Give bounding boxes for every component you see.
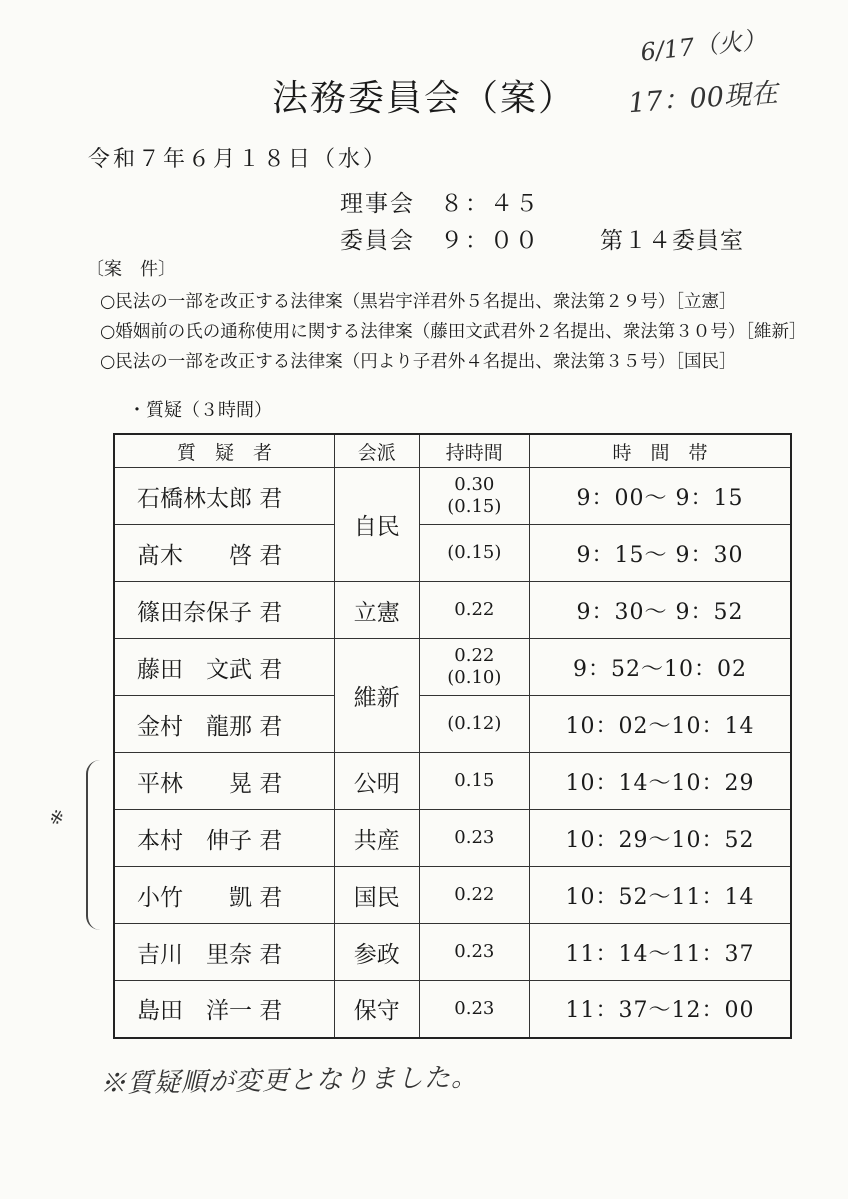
table-row: [114, 753, 791, 810]
questioner-name: 島田 洋一 君: [114, 981, 335, 1038]
table-row: [114, 525, 791, 582]
duration-sub-value: (0.10): [447, 667, 502, 688]
qa-label: ・質疑（３時間）: [128, 400, 272, 421]
table-row: [114, 981, 791, 1038]
duration-value: 0.22: [419, 867, 530, 924]
bill-item: ○民法の一部を改正する法律案（円より子君外４名提出、衆法第３５号）［国民］: [100, 352, 737, 372]
table-row: [114, 867, 791, 924]
document-title: 法務委員会（案）: [271, 78, 576, 119]
duration-cell: [419, 468, 530, 525]
party-cell: 参政: [335, 924, 419, 981]
questioner-name: 平林 晃 君: [114, 753, 335, 810]
time-slot: 11：37～12：00: [530, 981, 791, 1038]
questioner-name: 篠田奈保子 君: [114, 582, 335, 639]
table-row: [114, 696, 791, 753]
duration-sub-value: (0.15): [447, 496, 502, 517]
party-cell: 公明: [335, 753, 419, 810]
header-time-slot: 時 間 帯: [530, 434, 791, 468]
duration-value: 0.23: [419, 810, 530, 867]
questioner-name: 髙木 啓 君: [114, 525, 335, 582]
table-row: [114, 582, 791, 639]
duration-cell: [419, 639, 530, 696]
table-row: [114, 639, 791, 696]
table-row: [114, 810, 791, 867]
questioner-name: 吉川 里奈 君: [114, 924, 335, 981]
questioner-name: 本村 伸子 君: [114, 810, 335, 867]
party-cell: 立憲: [335, 582, 419, 639]
party-cell: 国民: [335, 867, 419, 924]
cases-label: 〔案 件〕: [86, 259, 176, 280]
questioner-table: [113, 433, 792, 1039]
time-slot: 11：14～11：37: [530, 924, 791, 981]
time-slot: 10：29～10：52: [530, 810, 791, 867]
handwritten-asterisk-mark: ※: [44, 806, 67, 831]
party-cell: 維新: [335, 639, 419, 753]
duration-value: 0.23: [419, 924, 530, 981]
time-slot: 9：15～ 9：30: [530, 525, 791, 582]
party-cell: 保守: [335, 981, 419, 1038]
handwritten-footnote: ※質疑順が変更となりました。: [99, 1062, 479, 1100]
handwritten-date-note: 6/17（火）: [639, 25, 768, 67]
header-party: 会派: [335, 434, 419, 468]
time-slot: 10：02～10：14: [530, 696, 791, 753]
board-meeting-time: 理事会 ８：４５: [340, 191, 540, 217]
header-questioner: 質 疑 者: [114, 434, 335, 468]
handwritten-time-note: 17：00現在: [627, 77, 779, 120]
time-slot: 10：14～10：29: [530, 753, 791, 810]
questioner-name: 金村 龍那 君: [114, 696, 335, 753]
time-slot: 9：30～ 9：52: [530, 582, 791, 639]
duration-value: 0.22: [419, 582, 530, 639]
table-row: [114, 468, 791, 525]
duration-value: 0.22: [454, 644, 495, 666]
time-slot: 9：52～10：02: [530, 639, 791, 696]
meeting-room: 第１４委員室: [600, 228, 744, 254]
meeting-date: 令和７年６月１８日（水）: [88, 147, 389, 172]
party-cell: 自民: [335, 468, 419, 582]
duration-value: 0.15: [419, 753, 530, 810]
bill-item: ○婚姻前の氏の通称使用に関する法律案（藤田文武君外２名提出、衆法第３０号）［維新］: [100, 322, 807, 342]
questioner-name: 石橋林太郎 君: [114, 468, 335, 525]
committee-meeting-time: 委員会 ９：００: [340, 228, 540, 254]
table-header-row: [114, 434, 791, 468]
duration-value: 0.23: [419, 981, 530, 1038]
time-slot: 9：00～ 9：15: [530, 468, 791, 525]
table-row: [114, 924, 791, 981]
questioner-name: 藤田 文武 君: [114, 639, 335, 696]
duration-value: (0.12): [419, 696, 530, 753]
handwritten-brace: [86, 760, 102, 930]
party-cell: 共産: [335, 810, 419, 867]
header-duration: 持時間: [419, 434, 530, 468]
duration-value: 0.30: [454, 473, 495, 495]
questioner-name: 小竹 凱 君: [114, 867, 335, 924]
bill-item: ○民法の一部を改正する法律案（黒岩宇洋君外５名提出、衆法第２９号）［立憲］: [100, 292, 737, 312]
duration-value: (0.15): [419, 525, 530, 582]
time-slot: 10：52～11：14: [530, 867, 791, 924]
